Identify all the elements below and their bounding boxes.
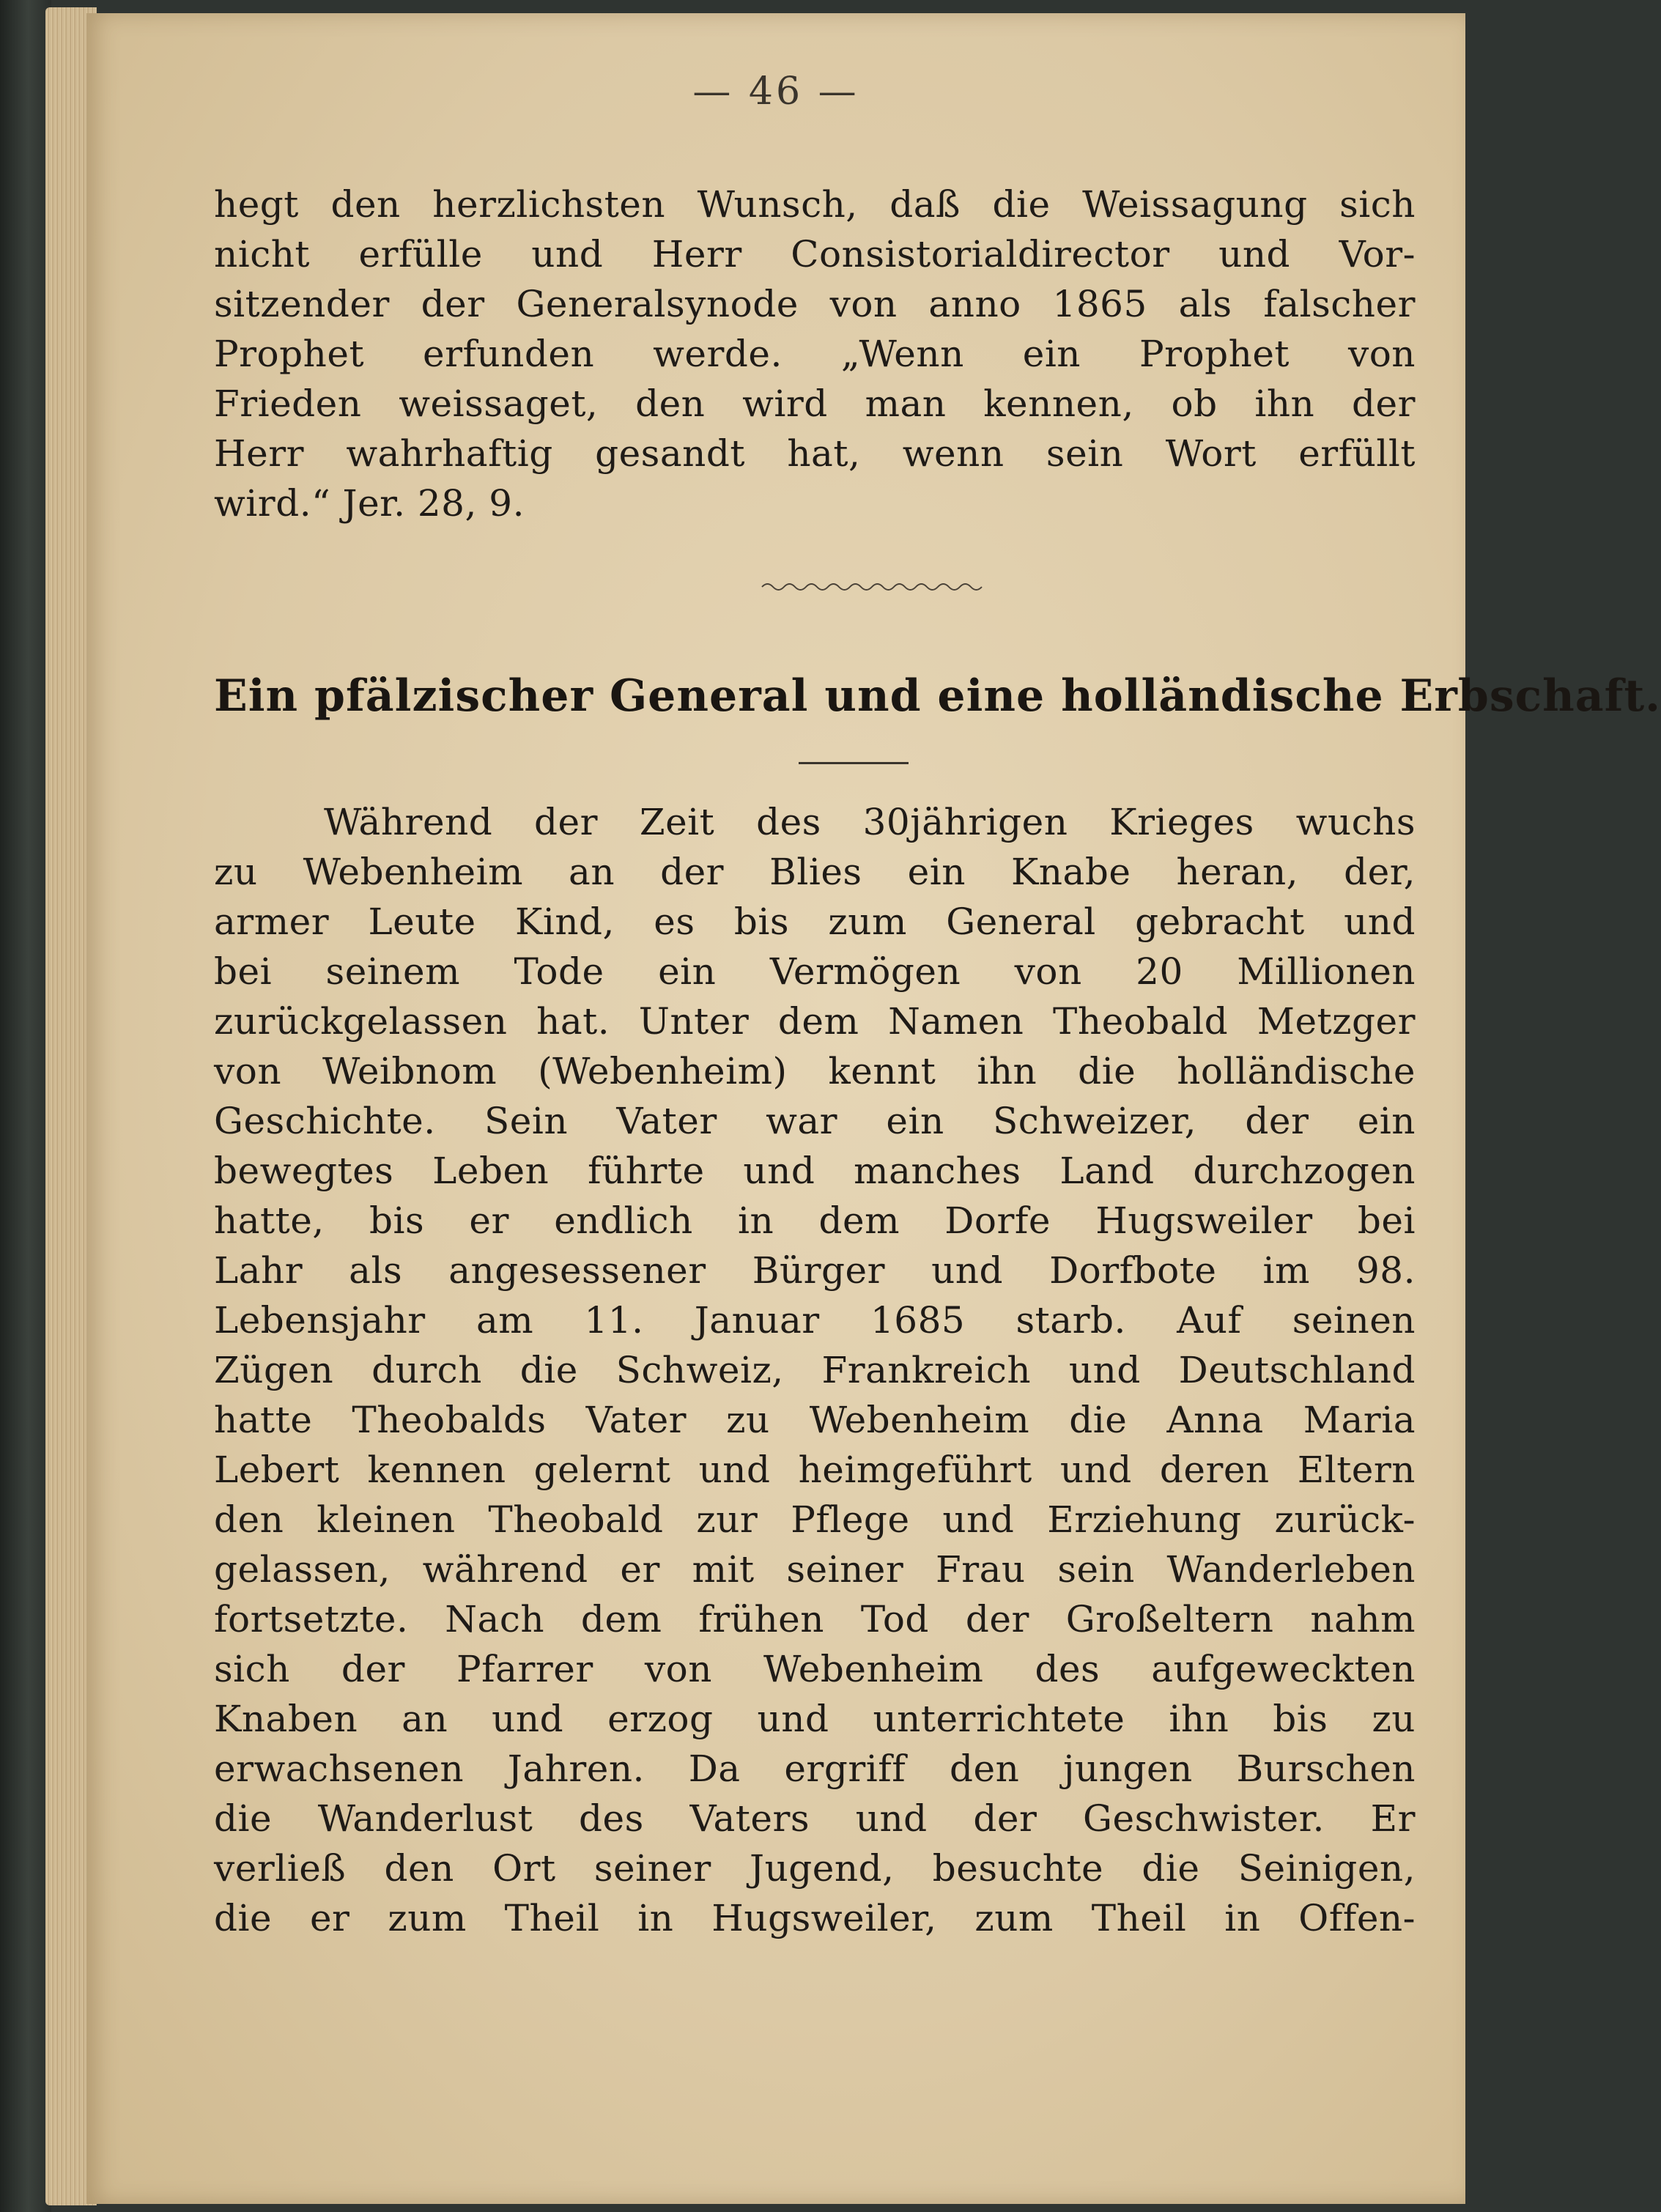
text-line: erwachsenen Jahren. Da ergriff den jungen Burschen — [214, 1747, 1416, 1790]
text-line: gelassen, während er mit seiner Frau sein Wanderleben — [214, 1548, 1416, 1591]
wavy-separator — [762, 581, 982, 593]
text-line: bewegtes Leben führte und manches Land durchzogen — [214, 1150, 1416, 1192]
text-line: sich der Pfarrer von Webenheim des aufgeweckten — [214, 1648, 1416, 1690]
text-line: hatte Theobalds Vater zu Webenheim die Anna Maria — [214, 1399, 1416, 1441]
text-line: Knaben an und erzog und unterrichtete ihn bis zu — [214, 1698, 1416, 1740]
text-line: bei seinem Tode ein Vermögen von 20 Millionen — [214, 950, 1416, 993]
text-line: fortsetzte. Nach dem frühen Tod der Großeltern nahm — [214, 1598, 1416, 1640]
paragraph-continued — [214, 180, 1416, 528]
section-heading: Ein pfälzischer General und eine holländische Erbschaft. — [214, 670, 1661, 722]
book-cover-edge — [0, 0, 51, 2212]
text-line: von Weibnom (Webenheim) kennt ihn die holländische — [214, 1050, 1416, 1092]
text-line: Prophet erfunden werde. „Wenn ein Prophet von — [214, 333, 1416, 375]
text-line: Herr wahrhaftig gesandt hat, wenn sein Wort erfüllt — [214, 432, 1416, 475]
text-line: die er zum Theil in Hugsweiler, zum Theil in Offen- — [214, 1897, 1416, 1939]
heading-rule — [799, 762, 909, 764]
text-line: verließ den Ort seiner Jugend, besuchte die Seinigen, — [214, 1847, 1416, 1890]
text-line: sitzender der Generalsynode von anno 1865 als falscher — [214, 283, 1416, 325]
text-line: die Wanderlust des Vaters und der Geschwister. Er — [214, 1797, 1416, 1840]
text-line: Zügen durch die Schweiz, Frankreich und Deutschland — [214, 1349, 1416, 1391]
text-line: armer Leute Kind, es bis zum General gebracht und — [214, 900, 1416, 943]
section-body — [214, 797, 1416, 1943]
text-line: Während der Zeit des 30jährigen Krieges wuchs — [324, 801, 1416, 843]
text-line: Lebert kennen gelernt und heimgeführt und deren Eltern — [214, 1449, 1416, 1491]
text-line: zu Webenheim an der Blies ein Knabe heran, der, — [214, 851, 1416, 893]
text-line: Lahr als angesessener Bürger und Dorfbote im 98. — [214, 1249, 1416, 1292]
page-number: — 46 — — [692, 70, 859, 114]
text-line: hegt den herzlichsten Wunsch, daß die Weissagung sich — [214, 183, 1416, 226]
text-line: Lebensjahr am 11. Januar 1685 starb. Auf seinen — [214, 1299, 1416, 1342]
text-line: Frieden weissaget, den wird man kennen, ob ihn der — [214, 382, 1416, 425]
text-line: hatte, bis er endlich in dem Dorfe Hugsweiler bei — [214, 1199, 1416, 1242]
text-line: nicht erfülle und Herr Consistorialdirector und Vor- — [214, 233, 1416, 275]
text-line: wird.“ Jer. 28, 9. — [214, 482, 525, 525]
text-line: den kleinen Theobald zur Pflege und Erziehung zurück- — [214, 1498, 1416, 1541]
text-line: Geschichte. Sein Vater war ein Schweizer, der ein — [214, 1100, 1416, 1142]
text-line: zurückgelassen hat. Unter dem Namen Theobald Metzger — [214, 1000, 1416, 1043]
